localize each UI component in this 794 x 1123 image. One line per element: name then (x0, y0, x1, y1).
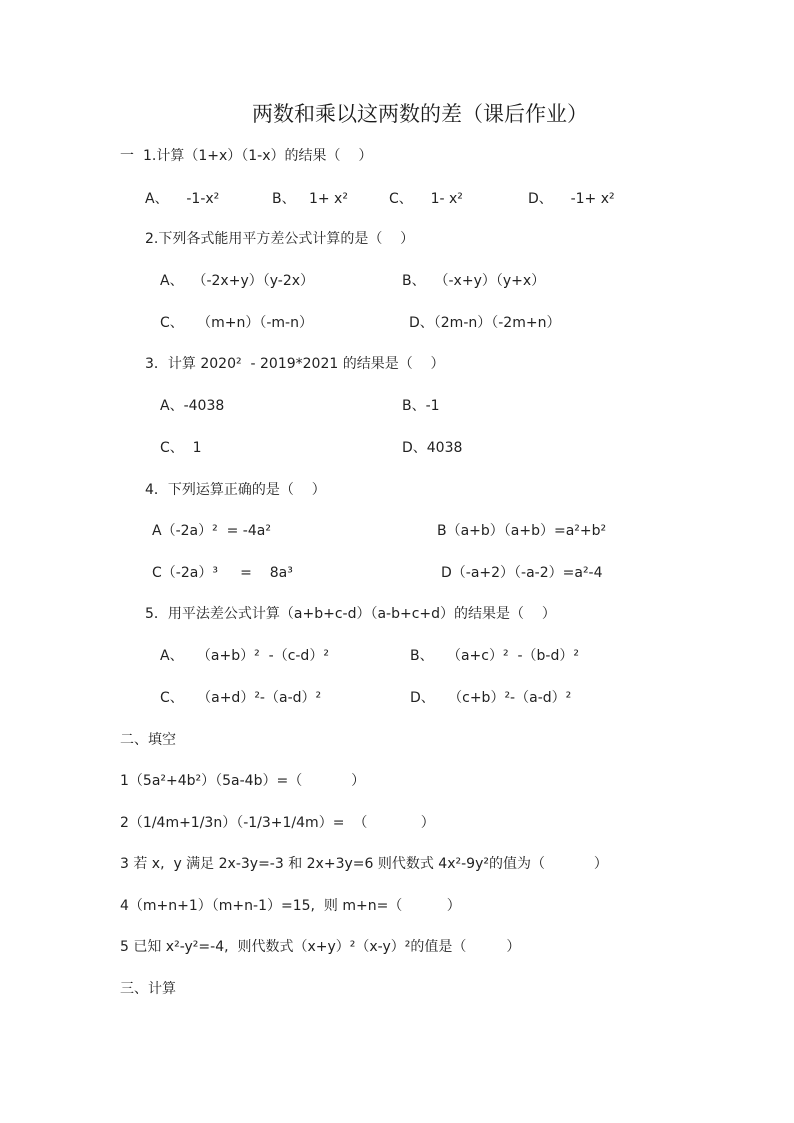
question-3-stem: 3．计算 2020² - 2019*2021 的结果是（ ） (145, 356, 445, 372)
question-1-option-b: B、 1+ x² (272, 191, 348, 207)
question-2-option-d: D、（2m-n）（-2m+n） (409, 315, 561, 331)
section-2-heading: 二、填空 (120, 732, 176, 748)
fill-blank-2: 2（1/4m+1/3n）（-1/3+1/4m）= （ ） (120, 815, 435, 831)
page-title: 两数和乘以这两数的差（课后作业） (252, 102, 588, 126)
question-4-option-d: D（-a+2）（-a-2）=a²-4 (441, 565, 603, 581)
question-3-option-c: C、 1 (160, 440, 202, 456)
question-5-stem: 5．用平法差公式计算（a+b+c-d）（a-b+c+d）的结果是（ ） (145, 606, 556, 622)
question-5-option-c: C、 （a+d）²-（a-d）² (160, 690, 322, 706)
question-2-stem: 2.下列各式能用平方差公式计算的是（ ） (145, 231, 415, 247)
question-3-option-d: D、4038 (402, 440, 463, 456)
question-2-option-c: C、 （m+n）（-m-n） (160, 315, 313, 331)
question-1-stem: 1.计算（1+x）（1-x）的结果（ ） (143, 148, 373, 164)
section-3-heading: 三、计算 (120, 981, 176, 997)
question-5-option-a: A、 （a+b）² -（c-d）² (160, 648, 329, 664)
fill-blank-1: 1（5a²+4b²）（5a-4b）=（ ） (120, 773, 366, 789)
question-2-option-b: B、 （-x+y）（y+x） (402, 273, 546, 289)
section-1-heading: 一 (120, 148, 134, 164)
question-5-option-b: B、 （a+c）² -（b-d）² (410, 648, 579, 664)
question-4-option-a: A（-2a）² = -4a² (152, 523, 271, 539)
question-4-option-b: B（a+b）（a+b）=a²+b² (437, 523, 607, 539)
question-4-stem: 4．下列运算正确的是（ ） (145, 482, 326, 498)
fill-blank-3: 3 若 x, y 满足 2x-3y=-3 和 2x+3y=6 则代数式 4x²-9y²的值为（ ） (120, 856, 608, 872)
fill-blank-4: 4（m+n+1）（m+n-1）=15, 则 m+n=（ ） (120, 898, 461, 914)
question-4-option-c: C（-2a）³ = 8a³ (152, 565, 293, 581)
question-1-option-d: D、 -1+ x² (528, 191, 615, 207)
question-1-option-a: A、 -1-x² (145, 191, 220, 207)
question-3-option-a: A、-4038 (160, 398, 225, 414)
question-2-option-a: A、 （-2x+y）（y-2x） (160, 273, 315, 289)
question-1-option-c: C、 1- x² (389, 191, 463, 207)
question-3-option-b: B、-1 (402, 398, 440, 414)
question-5-option-d: D、 （c+b）²-（a-d）² (410, 690, 572, 706)
fill-blank-5: 5 已知 x²-y²=-4, 则代数式（x+y）²（x-y）²的值是（ ） (120, 939, 521, 955)
